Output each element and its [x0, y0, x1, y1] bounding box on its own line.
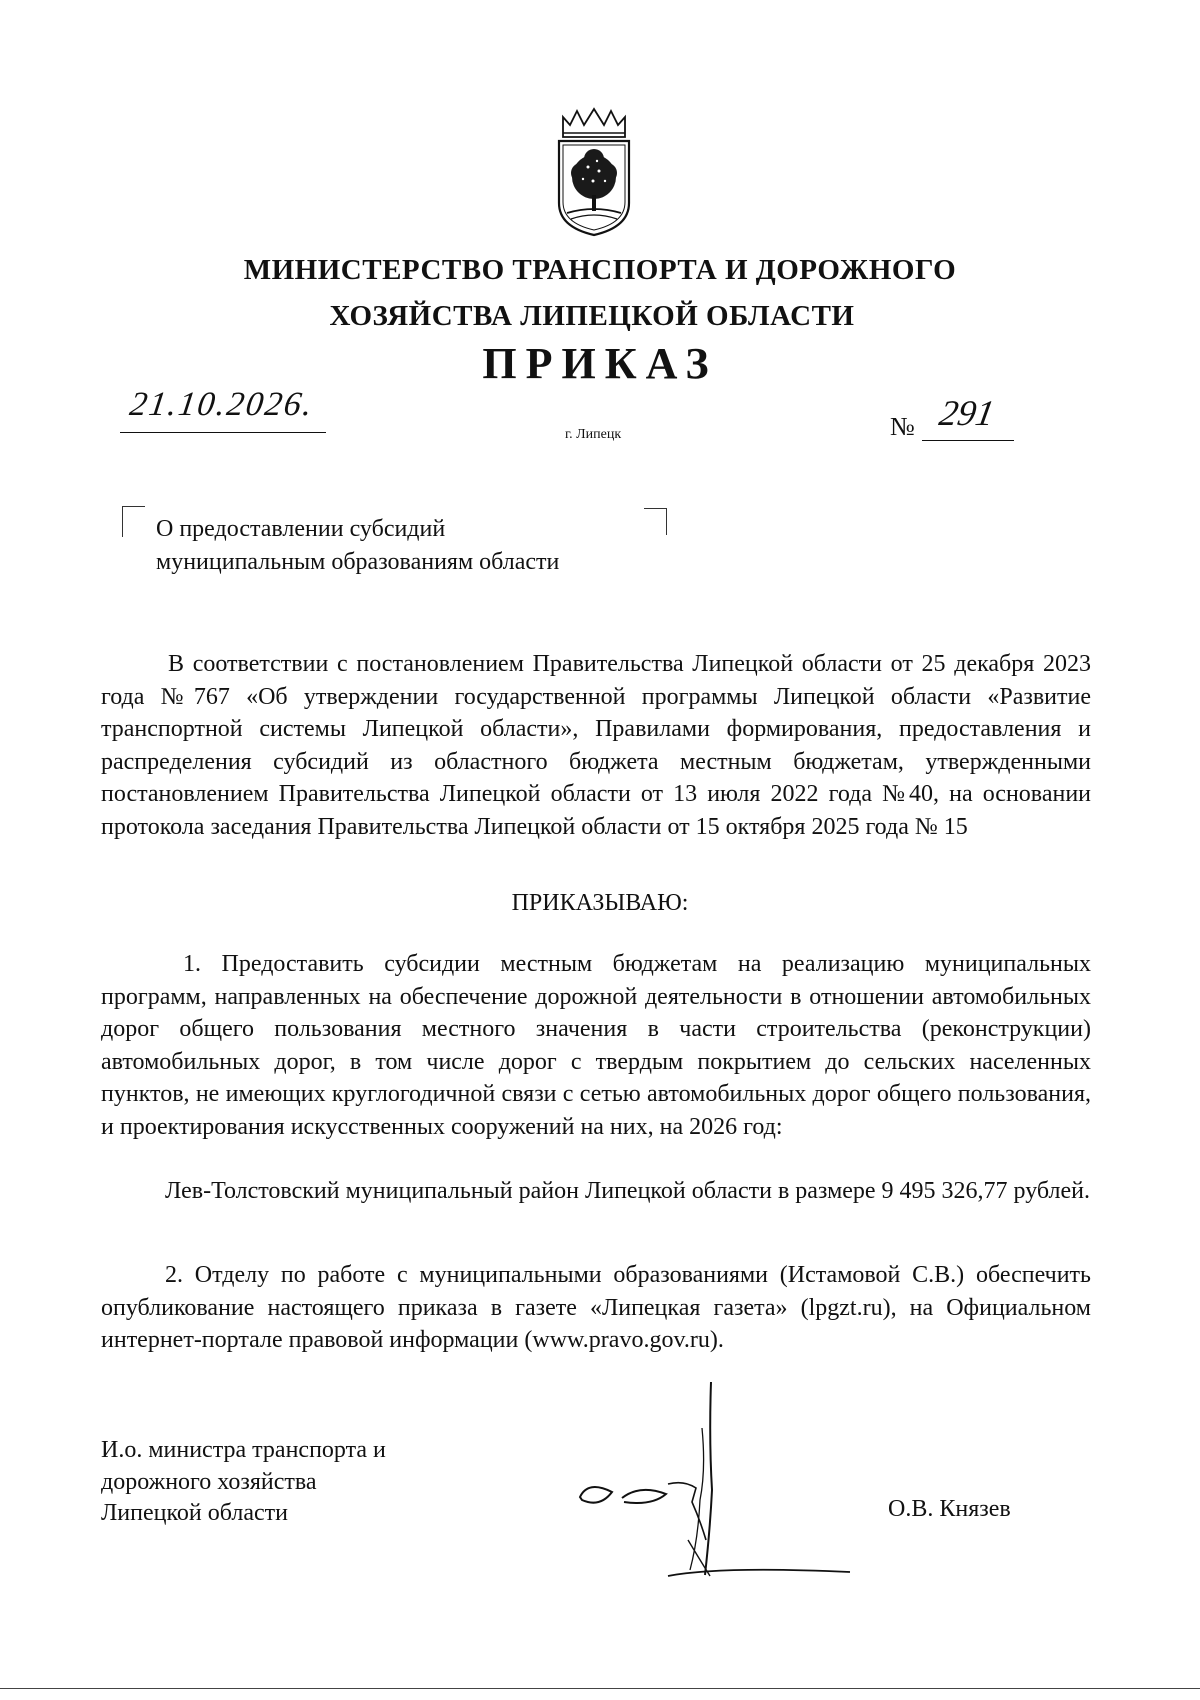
decree-heading: ПРИКАЗЫВАЮ:: [511, 890, 689, 916]
coat-of-arms-emblem: [553, 107, 635, 237]
item-1-paragraph: 1. Предоставить субсидии местным бюджетам на реализацию муниципальных программ, направленных на обеспечение дорожной деятельности в отношении автомобильных дорог общего пользования местного значения в части строительства (реконструкции) автомобильных дорог, в том числе дорог с твердым покрытием до сельских населенных пунктов, не имеющих круглогодичной связи с сетью автомобильных дорог общего пользования, и проектирования искусственных сооружений на них, на 2026 год:: [101, 951, 1091, 1140]
handwritten-number: 291: [936, 393, 998, 433]
document-type-title: ПРИКАЗ: [482, 339, 718, 388]
page-bottom-rule: [0, 1688, 1200, 1689]
signatory-name: О.В. Князев: [888, 1496, 1011, 1522]
subject-line1: О предоставлении субсидий: [156, 516, 446, 542]
handwritten-signature: [560, 1380, 860, 1585]
subject-bracket-left: [122, 506, 145, 537]
number-underline: [922, 440, 1014, 441]
ministry-name-line2: ХОЗЯЙСТВА ЛИПЕЦКОЙ ОБЛАСТИ: [329, 300, 855, 332]
signatory-position-line1: И.о. министра транспорта и: [101, 1437, 386, 1463]
subject-line2: муниципальным образованиям области: [156, 549, 560, 575]
signatory-position-line2: дорожного хозяйства: [101, 1469, 317, 1495]
ministry-name-line1: МИНИСТЕРСТВО ТРАНСПОРТА И ДОРОЖНОГО: [243, 254, 957, 286]
subject-bracket-right: [644, 508, 667, 535]
number-label: №: [890, 412, 915, 441]
preamble-paragraph: В соответствии с постановлением Правительства Липецкой области от 25 декабря 2023 года №767 «Об утверждении государственной программы Липецкой области «Развитие транспортной системы Липецкой области», Правилами формирования, предоставления и распределения субсидий из областного бюджета местным бюджетам, утвержденными постановлением Правительства Липецкой области от 13 июля 2022 года №40, на основании протокола заседания Правительства Липецкой области от 15 октября 2025 года № 15: [101, 651, 1091, 840]
date-underline: [120, 432, 326, 433]
city-label: г. Липецк: [565, 427, 622, 442]
signatory-position-line3: Липецкой области: [101, 1500, 288, 1526]
item-1-recipient-paragraph: Лев-Толстовский муниципальный район Липецкой области в размере 9 495 326,77 рублей.: [165, 1178, 1091, 1204]
handwritten-date: 21.10.2026.: [127, 386, 317, 423]
item-2-paragraph: 2. Отделу по работе с муниципальными образованиями (Истамовой С.В.) обеспечить опубликование настоящего приказа в газете «Липецкая газета» (lpgzt.ru), на Официальном интернет-портале правовой информации (www.pravo.gov.ru).: [101, 1262, 1091, 1354]
